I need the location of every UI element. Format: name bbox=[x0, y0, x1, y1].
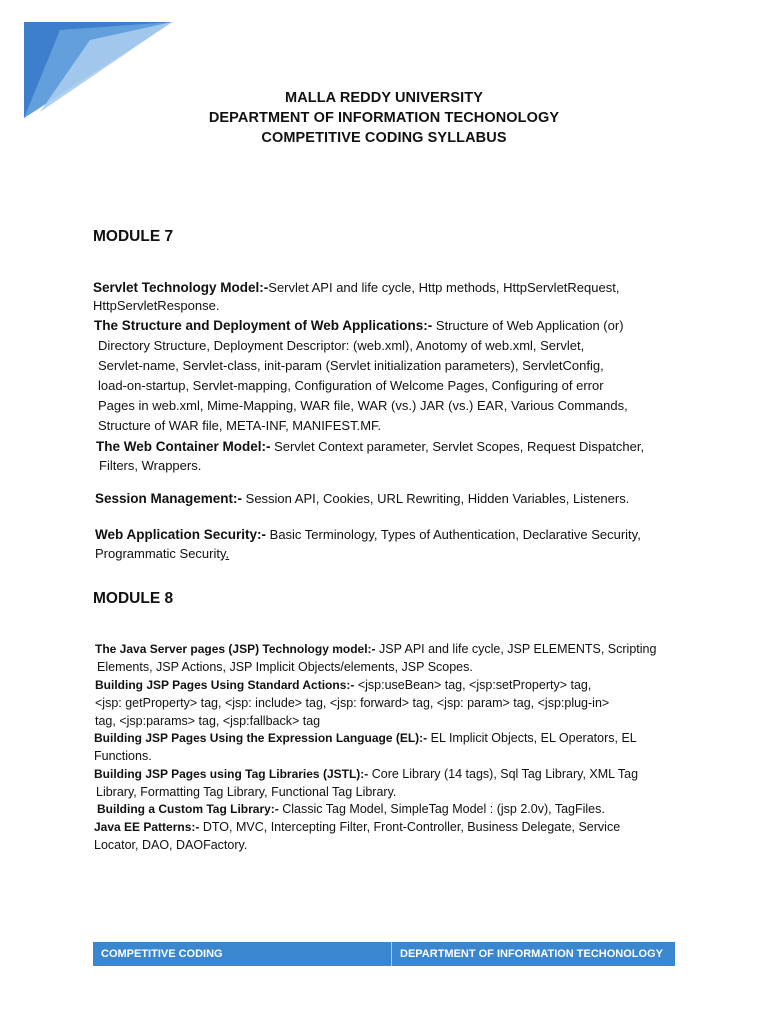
jsp-section bbox=[95, 640, 695, 676]
jstl-heading: Building JSP Pages using Tag Libraries (JSTL):- bbox=[94, 767, 369, 781]
security-line-period: . bbox=[225, 546, 230, 561]
syllabus-title: COMPETITIVE CODING SYLLABUS bbox=[261, 130, 507, 146]
expression-language-heading: Building JSP Pages Using the Expression Language (EL):- bbox=[94, 731, 428, 745]
custom-tag-text: Classic Tag Model, SimpleTag Model : (jsp 2.0v), TagFiles. bbox=[278, 802, 605, 816]
expression-language-line: Functions. bbox=[94, 749, 152, 763]
expression-language-line: EL Implicit Objects, EL Operators, EL bbox=[427, 731, 637, 745]
footer-left: COMPETITIVE CODING bbox=[93, 942, 392, 966]
standard-actions-line: <jsp:useBean> tag, <jsp:setProperty> tag, bbox=[354, 678, 592, 692]
structure-line: Servlet-name, Servlet-class, init-param (Servlet initialization parameters), ServletConfig, bbox=[98, 358, 604, 373]
page-footer bbox=[93, 942, 675, 966]
security-heading: Web Application Security:- bbox=[95, 527, 267, 542]
standard-actions-line: tag, <jsp:params> tag, <jsp:fallback> tag bbox=[95, 714, 321, 728]
java-ee-section bbox=[94, 818, 694, 854]
standard-actions-line: <jsp: getProperty> tag, <jsp: include> tag, <jsp: forward> tag, <jsp: param> tag, <jsp:plug-in> bbox=[95, 696, 610, 710]
structure-line: Pages in web.xml, Mime-Mapping, WAR file, WAR (vs.) JAR (vs.) EAR, Various Commands, bbox=[98, 398, 628, 413]
document-header bbox=[0, 88, 768, 148]
custom-tag-section bbox=[97, 800, 697, 818]
footer-right: DEPARTMENT OF INFORMATION TECHONOLOGY bbox=[400, 948, 663, 960]
container-line: Servlet Context parameter, Servlet Scopes, Request Dispatcher, bbox=[270, 439, 645, 454]
structure-line: load-on-startup, Servlet-mapping, Configuration of Welcome Pages, Configuring of error bbox=[98, 378, 604, 393]
standard-actions-section bbox=[95, 676, 695, 730]
expression-language-section bbox=[94, 729, 694, 765]
structure-line: Directory Structure, Deployment Descriptor: (web.xml), Anotomy of web.xml, Servlet, bbox=[98, 338, 585, 353]
session-text: Session API, Cookies, URL Rewriting, Hidden Variables, Listeners. bbox=[242, 491, 630, 506]
structure-section bbox=[94, 316, 694, 436]
session-heading: Session Management:- bbox=[95, 491, 243, 506]
session-section bbox=[95, 489, 695, 509]
java-ee-line: Locator, DAO, DAOFactory. bbox=[94, 838, 248, 852]
servlet-section bbox=[93, 279, 675, 315]
container-section bbox=[96, 437, 696, 475]
module-7-title: MODULE 7 bbox=[93, 228, 174, 245]
servlet-text-2: HttpServletResponse. bbox=[93, 298, 220, 313]
security-line: Programmatic Security bbox=[95, 546, 226, 561]
security-section bbox=[95, 525, 695, 563]
jstl-line: Core Library (14 tags), Sql Tag Library, XML Tag bbox=[368, 767, 639, 781]
java-ee-heading: Java EE Patterns:- bbox=[94, 820, 200, 834]
jsp-heading: The Java Server pages (JSP) Technology model:- bbox=[95, 642, 376, 656]
jstl-section bbox=[94, 765, 694, 801]
university-name: MALLA REDDY UNIVERSITY bbox=[285, 90, 483, 106]
module-8-title: MODULE 8 bbox=[93, 590, 174, 607]
servlet-heading: Servlet Technology Model:- bbox=[93, 280, 269, 295]
jsp-line: Elements, JSP Actions, JSP Implicit Objects/elements, JSP Scopes. bbox=[97, 660, 473, 674]
structure-heading: The Structure and Deployment of Web Applications:- bbox=[94, 318, 433, 333]
custom-tag-heading: Building a Custom Tag Library:- bbox=[97, 802, 279, 816]
servlet-text: Servlet API and life cycle, Http methods, HttpServletRequest, bbox=[268, 280, 620, 295]
java-ee-line: DTO, MVC, Intercepting Filter, Front-Controller, Business Delegate, Service bbox=[199, 820, 621, 834]
jsp-line: JSP API and life cycle, JSP ELEMENTS, Scripting bbox=[375, 642, 657, 656]
structure-line: Structure of WAR file, META-INF, MANIFEST.MF. bbox=[98, 418, 382, 433]
department-name: DEPARTMENT OF INFORMATION TECHONOLOGY bbox=[208, 110, 560, 126]
standard-actions-heading: Building JSP Pages Using Standard Actions:- bbox=[95, 678, 355, 692]
jstl-line: Library, Formatting Tag Library, Functional Tag Library. bbox=[96, 785, 397, 799]
structure-line: Structure of Web Application (or) bbox=[432, 318, 624, 333]
container-heading: The Web Container Model:- bbox=[96, 439, 271, 454]
security-line: Basic Terminology, Types of Authentication, Declarative Security, bbox=[266, 527, 641, 542]
container-line: Filters, Wrappers. bbox=[99, 458, 202, 473]
